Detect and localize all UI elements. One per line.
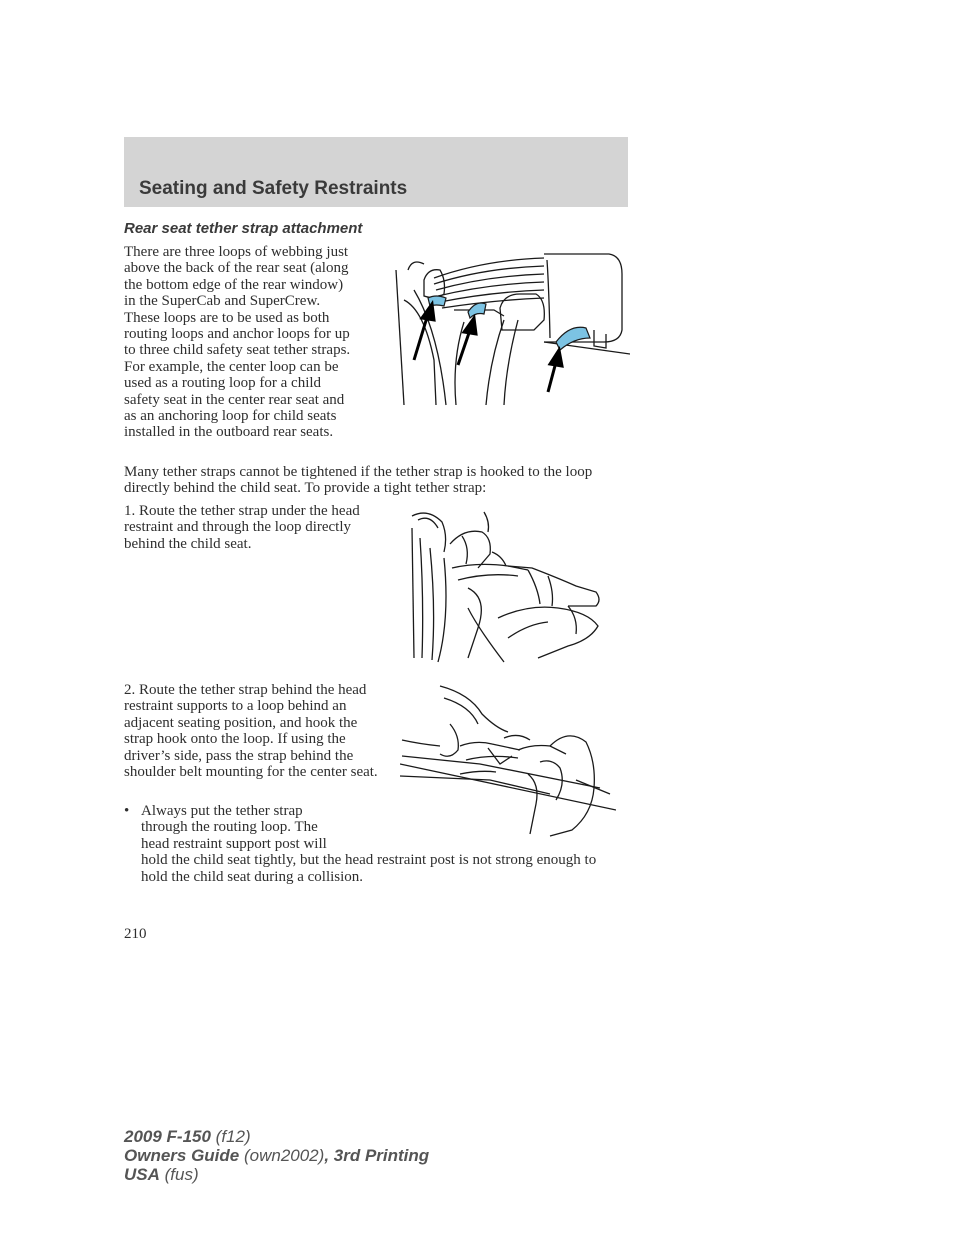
page-number: 210 bbox=[124, 926, 147, 942]
footer bbox=[124, 1127, 429, 1184]
paragraph-tightening: Many tether straps cannot be tightened if the tether strap is hooked to the loop directly behind the child seat. To provide a tight tether strap: bbox=[124, 464, 593, 497]
route-under-head-restraint-illustration bbox=[408, 508, 608, 666]
footer-line-2: Owners Guide (own2002), 3rd Printing bbox=[124, 1146, 430, 1165]
subheading: Rear seat tether strap attachment bbox=[124, 220, 363, 237]
bullet-text: Always put the tether strap through the routing loop. The head restraint support post will hold the child seat tightly, but the head restraint post is not strong enough to hold the child seat during a collision. bbox=[141, 803, 597, 885]
section-title: Seating and Safety Restraints bbox=[139, 178, 408, 199]
step-2-text: 2. Route the tether strap behind the head restraint supports to a loop behind an adjacent seating position, and hook the strap hook onto the loop. If using the driver’s side, pass the strap behind the shoulder belt mounting for the center seat. bbox=[124, 682, 378, 781]
bullet-marker: • bbox=[124, 803, 130, 819]
step-1-text: 1. Route the tether strap under the head restraint and through the loop directly behind the child seat. bbox=[124, 503, 360, 552]
footer-line-3: USA (fus) bbox=[124, 1165, 199, 1184]
footer-line-1: 2009 F-150 (f12) bbox=[124, 1127, 251, 1146]
hook-adjacent-loop-illustration bbox=[400, 684, 616, 844]
rear-seat-loops-illustration bbox=[394, 250, 630, 412]
paragraph-text: There are three loops of webbing just above the back of the rear seat (along the bottom edge of the rear window) in the SuperCab and SuperCrew. These loops are to be used as both routing loops and anchor loops for up to three child safety seat tether straps. For example, the center loop can be used as a routing loop for a child safety seat in the center rear seat and as an anchoring loop for child seats installed in the outboard rear seats. bbox=[124, 244, 351, 441]
